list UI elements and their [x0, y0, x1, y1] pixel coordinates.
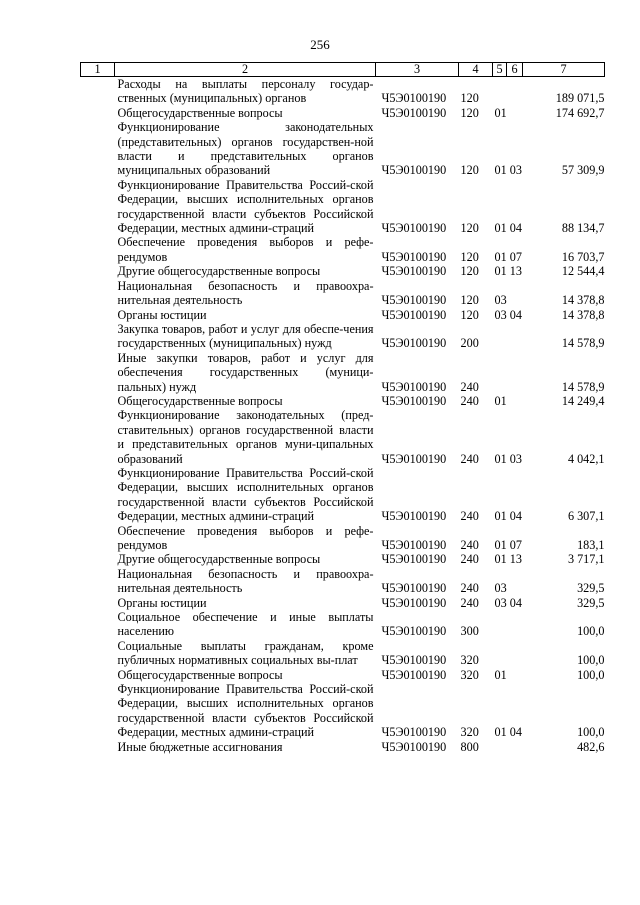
table-row — [81, 106, 605, 120]
expense-name: Иные бюджетные ассигнования — [117, 739, 283, 754]
table-row — [81, 322, 605, 351]
expense-type-code: 120 — [460, 221, 479, 236]
target-article-code: Ч5Э0100190 — [381, 293, 447, 308]
expense-name: Обеспечение проведения выборов и рефе-рендумов — [117, 235, 374, 264]
target-article-code: Ч5Э0100190 — [381, 725, 447, 740]
table-row — [81, 178, 605, 236]
amount: 6 307,1 — [567, 509, 605, 524]
empty-cell — [81, 322, 115, 351]
amount: 57 309,9 — [561, 163, 605, 178]
target-article-code: Ч5Э0100190 — [381, 105, 447, 120]
amount: 189 071,5 — [555, 91, 605, 106]
target-article-code: Ч5Э0100190 — [381, 624, 447, 639]
target-article-code: Ч5Э0100190 — [381, 667, 447, 682]
amount: 174 692,7 — [555, 105, 605, 120]
table-row — [81, 668, 605, 682]
column-header: 4 — [459, 63, 493, 77]
empty-cell — [81, 264, 115, 278]
empty-cell — [81, 120, 115, 178]
table-row — [81, 394, 605, 408]
target-article-code: Ч5Э0100190 — [381, 595, 447, 610]
target-article-code: Ч5Э0100190 — [381, 739, 447, 754]
target-article-code: Ч5Э0100190 — [381, 249, 447, 264]
empty-cell — [81, 408, 115, 466]
amount: 12 544,4 — [561, 264, 605, 279]
section-subsection — [493, 322, 523, 351]
expense-type-code: 240 — [460, 552, 479, 567]
section-subsection — [493, 639, 523, 668]
table-row — [81, 639, 605, 668]
target-article-code: Ч5Э0100190 — [381, 451, 447, 466]
table-row — [81, 552, 605, 566]
empty-cell — [81, 610, 115, 639]
section-subsection: 01 04 — [494, 725, 522, 740]
expense-type-code: 240 — [460, 393, 479, 408]
empty-cell — [81, 351, 115, 394]
amount: 3 717,1 — [567, 552, 605, 567]
empty-cell — [81, 279, 115, 308]
amount: 329,5 — [577, 595, 605, 610]
expense-name: Функционирование Правительства Россий-ской Федерации, высших исполнительных органов государственной власти субъектов Российской Федерации, местных админи-страций — [117, 177, 374, 236]
expense-type-code: 240 — [460, 538, 479, 552]
target-article-code: Ч5Э0100190 — [381, 91, 447, 106]
empty-cell — [81, 77, 115, 106]
target-article-code: Ч5Э0100190 — [381, 307, 447, 322]
table-row — [81, 264, 605, 278]
expense-type-code: 120 — [460, 91, 479, 106]
expense-type-code: 800 — [460, 739, 479, 754]
expense-type-code: 320 — [460, 667, 479, 682]
target-article-code: Ч5Э0100190 — [381, 379, 447, 394]
target-article-code: Ч5Э0100190 — [381, 653, 447, 668]
target-article-code: Ч5Э0100190 — [381, 336, 447, 351]
expense-name: Обеспечение проведения выборов и рефе-рендумов — [117, 523, 374, 552]
empty-cell — [81, 740, 115, 754]
amount: 100,0 — [577, 725, 605, 740]
expense-name: Закупка товаров, работ и услуг для обеспе-чения государственных (муниципальных) нужд — [117, 321, 374, 351]
target-article-code: Ч5Э0100190 — [381, 509, 447, 524]
empty-cell — [81, 596, 115, 610]
section-subsection: 01 — [494, 105, 507, 120]
expense-name: Другие общегосударственные вопросы — [117, 264, 321, 279]
table-row — [81, 279, 605, 308]
expense-name: Функционирование законодательных (представительных) органов государствен-ной власти и представительных органов муниципальных образований — [117, 120, 374, 178]
section-subsection: 03 — [494, 581, 507, 596]
expense-type-code: 240 — [460, 581, 479, 596]
expense-name: Органы юстиции — [117, 307, 207, 322]
expense-type-code: 320 — [460, 725, 479, 740]
amount: 88 134,7 — [561, 221, 605, 236]
expense-name: Иные закупки товаров, работ и услуг для обеспечения государственных (муници-пальных) нужд — [117, 350, 374, 394]
expense-name: Функционирование законодательных (пред-ставительных) органов государственной власти и представительных органов муни-ципальных образований — [117, 408, 374, 466]
target-article-code: Ч5Э0100190 — [381, 221, 447, 236]
expense-name: Общегосударственные вопросы — [117, 105, 283, 120]
expense-type-code: 120 — [460, 264, 479, 279]
table-row — [81, 524, 605, 553]
page-number: 256 — [310, 37, 330, 52]
section-subsection: 01 04 — [494, 509, 522, 524]
amount: 482,6 — [577, 739, 605, 754]
table-row — [81, 351, 605, 394]
expense-type-code: 320 — [460, 653, 479, 668]
column-header: 5 — [493, 63, 507, 77]
table-row — [81, 408, 605, 466]
target-article-code: Ч5Э0100190 — [381, 264, 447, 279]
empty-cell — [81, 552, 115, 566]
target-article-code: Ч5Э0100190 — [381, 393, 447, 408]
expense-name: Функционирование Правительства Россий-ской Федерации, высших исполнительных органов государственной власти субъектов Российской Федерации, местных админи-страций — [117, 682, 374, 740]
empty-cell — [81, 567, 115, 596]
section-subsection: 01 03 — [494, 451, 522, 466]
empty-cell — [81, 524, 115, 553]
empty-cell — [81, 106, 115, 120]
table-row — [81, 567, 605, 596]
section-subsection: 03 — [494, 293, 507, 308]
section-subsection — [493, 351, 523, 394]
expense-type-code: 240 — [460, 451, 479, 466]
expense-type-code: 240 — [460, 595, 479, 610]
expense-type-code: 120 — [460, 249, 479, 264]
budget-table — [80, 62, 605, 754]
section-subsection — [493, 77, 523, 106]
amount: 329,5 — [577, 581, 605, 596]
expense-name: Другие общегосударственные вопросы — [117, 552, 321, 567]
expense-name: Национальная безопасность и правоохра-нительная деятельность — [117, 278, 374, 308]
expense-type-code: 200 — [460, 336, 479, 351]
target-article-code: Ч5Э0100190 — [381, 581, 447, 596]
amount: 100,0 — [577, 667, 605, 682]
expense-type-code: 120 — [460, 307, 479, 322]
expense-type-code: 120 — [460, 105, 479, 120]
empty-cell — [81, 639, 115, 668]
table-row — [81, 77, 605, 106]
table-body — [81, 77, 605, 755]
amount: 4 042,1 — [567, 451, 605, 466]
expense-name: Национальная безопасность и правоохра-нительная деятельность — [117, 566, 374, 596]
amount: 183,1 — [577, 538, 605, 552]
table-row — [81, 235, 605, 264]
column-header: 7 — [523, 63, 605, 77]
section-subsection: 01 07 — [494, 249, 522, 264]
expense-name: Социальное обеспечение и иные выплаты населению — [117, 610, 374, 639]
section-subsection: 01 — [494, 393, 507, 408]
section-subsection — [493, 740, 523, 754]
amount: 14 378,8 — [561, 293, 605, 308]
empty-cell — [81, 394, 115, 408]
table-row — [81, 610, 605, 639]
expense-name: Общегосударственные вопросы — [117, 393, 283, 408]
expense-name: Социальные выплаты гражданам, кроме публичных нормативных социальных вы-плат — [117, 638, 374, 668]
section-subsection: 03 04 — [494, 307, 522, 322]
amount: 100,0 — [577, 624, 605, 639]
amount: 16 703,7 — [561, 249, 605, 264]
amount: 14 378,8 — [561, 307, 605, 322]
table-row — [81, 682, 605, 740]
amount: 14 578,9 — [561, 379, 605, 394]
expense-type-code: 120 — [460, 163, 479, 178]
empty-cell — [81, 668, 115, 682]
expense-type-code: 300 — [460, 624, 479, 639]
empty-cell — [81, 682, 115, 740]
expense-name: Расходы на выплаты персоналу государ-ственных (муниципальных) органов — [117, 77, 374, 106]
section-subsection — [493, 610, 523, 639]
expense-type-code: 120 — [460, 293, 479, 308]
target-article-code: Ч5Э0100190 — [381, 552, 447, 567]
expense-name: Общегосударственные вопросы — [117, 667, 283, 682]
expense-name: Функционирование Правительства Россий-ской Федерации, высших исполнительных органов государственной власти субъектов Российской Федерации, местных админи-страций — [117, 465, 374, 524]
empty-cell — [81, 235, 115, 264]
empty-cell — [81, 178, 115, 236]
section-subsection: 01 13 — [494, 264, 522, 279]
table-row — [81, 740, 605, 754]
amount: 100,0 — [577, 653, 605, 668]
amount: 14 249,4 — [561, 393, 605, 408]
table-row — [81, 466, 605, 524]
section-subsection: 03 04 — [494, 595, 522, 610]
table-row — [81, 120, 605, 178]
table-header — [81, 63, 605, 77]
section-subsection: 01 07 — [494, 538, 522, 552]
empty-cell — [81, 466, 115, 524]
empty-cell — [81, 308, 115, 322]
expense-type-code: 240 — [460, 379, 479, 394]
target-article-code: Ч5Э0100190 — [381, 163, 447, 178]
expense-type-code: 240 — [460, 509, 479, 524]
section-subsection: 01 13 — [494, 552, 522, 567]
section-subsection: 01 03 — [494, 163, 522, 178]
target-article-code: Ч5Э0100190 — [381, 538, 447, 552]
column-header: 2 — [115, 63, 376, 77]
column-header: 3 — [376, 63, 459, 77]
column-header: 1 — [81, 63, 115, 77]
amount: 14 578,9 — [561, 336, 605, 351]
section-subsection: 01 — [494, 667, 507, 682]
expense-name: Органы юстиции — [117, 595, 207, 610]
section-subsection: 01 04 — [494, 221, 522, 236]
column-header: 6 — [507, 63, 523, 77]
table-row — [81, 308, 605, 322]
table-row — [81, 596, 605, 610]
